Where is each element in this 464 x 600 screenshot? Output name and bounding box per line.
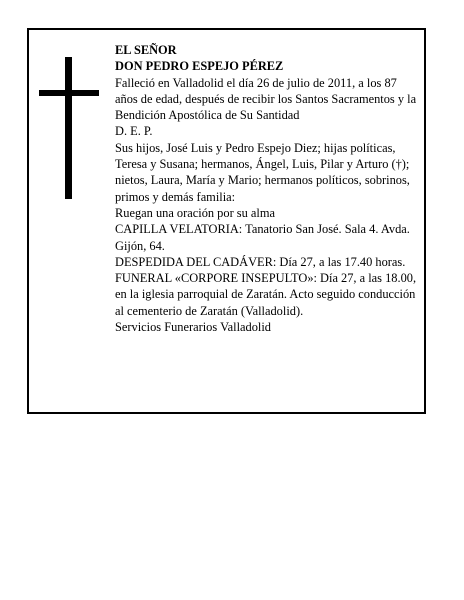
farewell-info: DESPEDIDA DEL CADÁVER: Día 27, a las 17.40 horas. <box>115 254 406 269</box>
cross-icon <box>39 57 99 199</box>
prayer-request: Ruegan una oración por su alma <box>115 205 275 220</box>
notice-body <box>115 42 421 335</box>
family-list: Sus hijos, José Luis y Pedro Espejo Diez; hijas políticas, Teresa y Susana; hermanos, Ángel, Luis, Pilar y Arturo (†); nietos, Laura, María y Mario; hermanos políticos, sobrinos, primos y demás familia: <box>115 140 410 204</box>
cross-horizontal-bar <box>39 90 99 96</box>
cross-vertical-bar <box>65 57 72 199</box>
notice-title: EL SEÑOR <box>115 43 177 57</box>
obituary-notice <box>27 28 426 414</box>
funeral-info: FUNERAL «CORPORE INSEPULTO»: Día 27, a las 18.00, en la iglesia parroquial de Zaratán. Acto seguido conducción al cementerio de Zaratán (Valladolid). <box>115 271 417 318</box>
deceased-name: DON PEDRO ESPEJO PÉREZ <box>115 59 284 74</box>
rip-abbreviation: D. E. P. <box>115 124 153 139</box>
wake-chapel: CAPILLA VELATORIA: Tanatorio San José. Sala 4. Avda. Gijón, 64. <box>115 222 410 253</box>
funeral-home: Servicios Funerarios Valladolid <box>115 320 272 335</box>
death-announcement: Falleció en Valladolid el día 26 de julio de 2011, a los 87 años de edad, después de recibir los Santos Sacramentos y la Bendición Apostólica de Su Santidad <box>115 75 417 123</box>
